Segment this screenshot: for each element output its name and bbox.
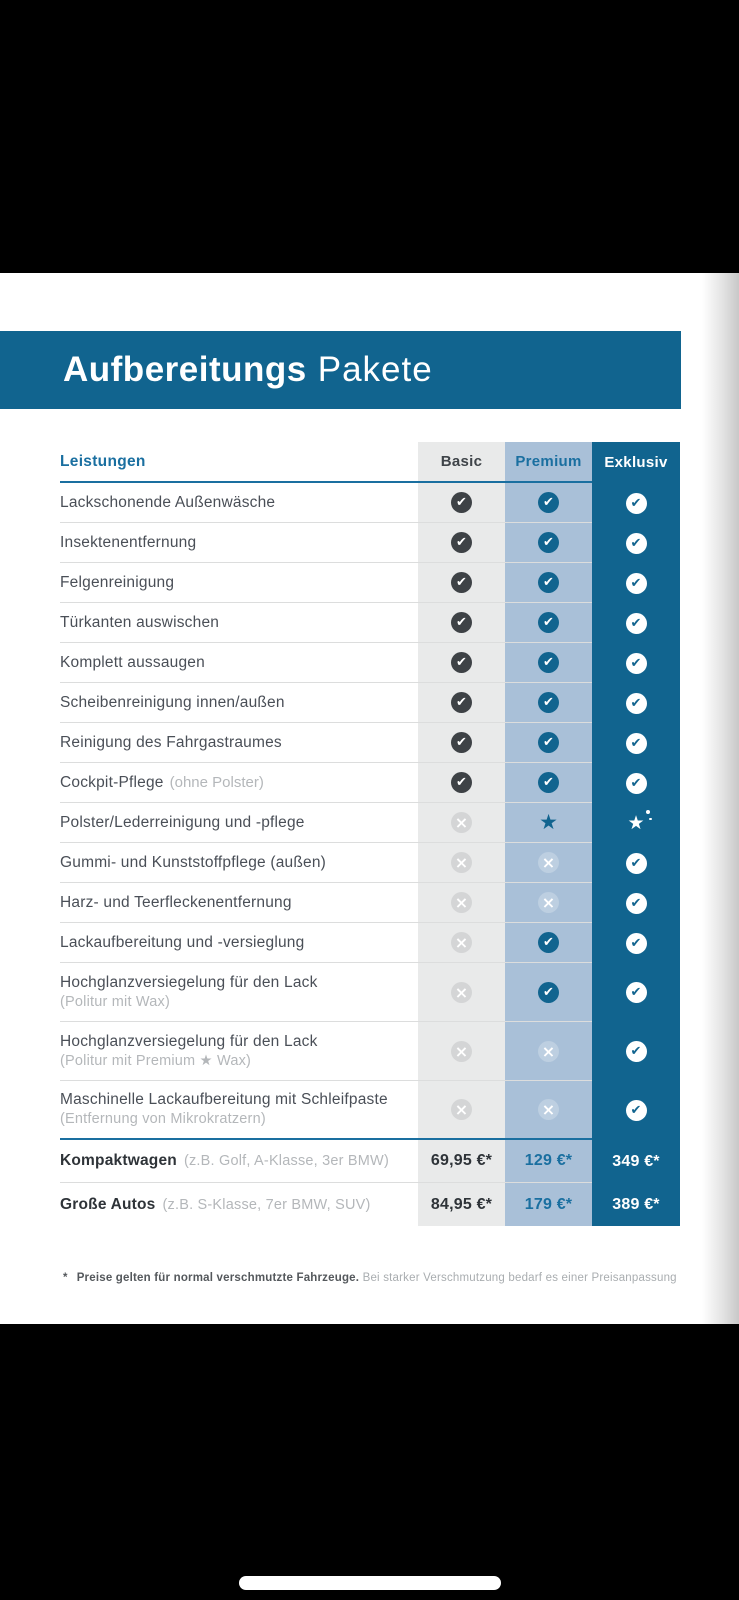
top-letterbox [0, 0, 739, 273]
premium-icon-cell [505, 1022, 592, 1081]
basic-icon-cell [418, 763, 505, 803]
check-icon: ✔ [626, 1100, 647, 1121]
basic-icon-cell [418, 483, 505, 523]
premium-icon-cell [505, 923, 592, 963]
feature-label: Reinigung des Fahrgastraumes [60, 733, 282, 751]
star-sparkle-icon: ★ [627, 813, 644, 834]
exklusiv-icon-cell [592, 723, 680, 763]
premium-price: 179 €* [505, 1183, 592, 1226]
feature-label: Hochglanzversiegelung für den Lack [60, 1032, 318, 1050]
table-row [60, 1022, 680, 1081]
basic-icon-cell [418, 803, 505, 843]
feature-label-cell [60, 563, 418, 603]
exklusiv-icon-cell [592, 523, 680, 563]
check-icon: ✔ [626, 613, 647, 634]
star-icon: ★ [539, 810, 558, 834]
feature-label-stack [60, 973, 318, 1012]
check-icon: ✔ [451, 532, 472, 553]
premium-icon-cell [505, 523, 592, 563]
exklusiv-icon-cell [592, 803, 680, 843]
feature-label-cell [60, 523, 418, 563]
check-icon: ✔ [538, 572, 559, 593]
check-icon: ✔ [538, 692, 559, 713]
basic-icon-cell [418, 523, 505, 563]
feature-label-stack [60, 1090, 388, 1129]
exklusiv-icon-cell [592, 883, 680, 923]
price-list-image [0, 273, 739, 1324]
premium-icon-cell [505, 603, 592, 643]
basic-icon-cell [418, 1022, 505, 1081]
check-icon: ✔ [626, 533, 647, 554]
table-row [60, 923, 680, 963]
premium-icon-cell [505, 763, 592, 803]
cross-icon: × [451, 982, 472, 1003]
feature-note: (Entfernung von Mikrokratzern) [60, 1111, 266, 1127]
basic-icon-cell [418, 883, 505, 923]
feature-label: Türkanten auswischen [60, 613, 220, 631]
table-row [60, 563, 680, 603]
exklusiv-icon-cell [592, 963, 680, 1022]
check-icon: ✔ [451, 732, 472, 753]
table-row [60, 683, 680, 723]
exklusiv-icon-cell [592, 643, 680, 683]
feature-rows [60, 483, 680, 1140]
price-row [60, 1183, 680, 1226]
feature-label: Gummi- und Kunststoffpflege (außen) [60, 853, 327, 871]
table-row [60, 803, 680, 843]
exklusiv-icon-cell [592, 683, 680, 723]
right-edge-shadow [702, 273, 739, 1324]
table-row [60, 1081, 680, 1140]
feature-note: (Politur mit Wax) [60, 993, 171, 1010]
cross-icon: × [451, 812, 472, 833]
basic-price: 69,95 €* [418, 1140, 505, 1183]
bottom-letterbox [0, 1324, 739, 1600]
check-icon: ✔ [451, 572, 472, 593]
basic-icon-cell [418, 563, 505, 603]
footnote-marker: * [63, 1272, 68, 1284]
exklusiv-price: 389 €* [592, 1183, 680, 1226]
feature-label: Harz- und Teerfleckenentfernung [60, 893, 292, 911]
check-icon: ✔ [626, 893, 647, 914]
check-icon: ✔ [626, 693, 647, 714]
table-row [60, 483, 680, 523]
page-title-bold: Aufbereitungs [63, 350, 307, 389]
check-icon: ✔ [626, 653, 647, 674]
premium-icon-cell [505, 683, 592, 723]
footnote-regular-text: Bei starker Verschmutzung bedarf es einer Preisanpassung [362, 1272, 677, 1284]
check-icon: ✔ [451, 492, 472, 513]
check-icon: ✔ [538, 732, 559, 753]
cross-icon: × [451, 892, 472, 913]
table-row [60, 763, 680, 803]
price-label-cell [60, 1140, 418, 1183]
cross-icon: × [451, 1099, 472, 1120]
exklusiv-icon-cell [592, 1081, 680, 1140]
table-row [60, 523, 680, 563]
feature-label-cell [60, 1022, 418, 1081]
cross-icon: × [538, 892, 559, 913]
premium-icon-cell [505, 723, 592, 763]
basic-icon-cell [418, 723, 505, 763]
check-icon: ✔ [626, 573, 647, 594]
check-icon: ✔ [538, 772, 559, 793]
basic-price: 84,95 €* [418, 1183, 505, 1226]
premium-icon-cell [505, 963, 592, 1022]
cross-icon: × [538, 852, 559, 873]
premium-icon-cell [505, 803, 592, 843]
feature-label-cell [60, 723, 418, 763]
features-header-label: Leistungen [60, 452, 146, 470]
feature-label: Lackschonende Außenwäsche [60, 493, 276, 511]
premium-icon-cell [505, 483, 592, 523]
exklusiv-icon-cell [592, 603, 680, 643]
check-icon: ✔ [626, 773, 647, 794]
feature-label: Maschinelle Lackaufbereitung mit Schleifpaste [60, 1091, 388, 1108]
premium-icon-cell [505, 883, 592, 923]
check-icon: ✔ [626, 933, 647, 954]
exklusiv-icon-cell [592, 563, 680, 603]
cross-icon: × [538, 1099, 559, 1120]
vehicle-class-examples: (z.B. S-Klasse, 7er BMW, SUV) [162, 1196, 371, 1213]
table-row [60, 643, 680, 683]
feature-label: Scheibenreinigung innen/außen [60, 693, 285, 711]
feature-label-cell [60, 683, 418, 723]
feature-label-cell [60, 483, 418, 523]
check-icon: ✔ [626, 982, 647, 1003]
check-icon: ✔ [626, 733, 647, 754]
feature-label: Insektenentfernung [60, 533, 197, 551]
page-title-light: Pakete [317, 350, 433, 389]
cross-icon: × [451, 1041, 472, 1062]
feature-label-cell [60, 1081, 418, 1140]
check-icon: ✔ [451, 612, 472, 633]
exklusiv-icon-cell [592, 923, 680, 963]
column-header-basic: Basic [418, 442, 505, 483]
exklusiv-icon-cell [592, 763, 680, 803]
check-icon: ✔ [538, 982, 559, 1003]
basic-icon-cell [418, 963, 505, 1022]
check-icon: ✔ [626, 853, 647, 874]
feature-label-cell [60, 603, 418, 643]
price-row [60, 1140, 680, 1183]
basic-icon-cell [418, 1081, 505, 1140]
check-icon: ✔ [451, 652, 472, 673]
table-row [60, 723, 680, 763]
feature-label: Lackaufbereitung und -versieglung [60, 933, 305, 951]
check-icon: ✔ [451, 692, 472, 713]
feature-note: (Politur mit Premium ★ Wax) [60, 1052, 252, 1069]
column-header-premium: Premium [505, 442, 592, 483]
vehicle-class-examples: (z.B. Golf, A-Klasse, 3er BMW) [183, 1153, 389, 1169]
feature-label: Cockpit-Pflege [60, 773, 164, 791]
exklusiv-icon-cell [592, 483, 680, 523]
feature-label-cell [60, 883, 418, 923]
price-rows [60, 1140, 680, 1226]
feature-label-cell [60, 963, 418, 1022]
feature-label-cell [60, 763, 418, 803]
basic-icon-cell [418, 923, 505, 963]
feature-label: Komplett aussaugen [60, 653, 205, 671]
table-row [60, 963, 680, 1022]
table-row [60, 883, 680, 923]
feature-label: Felgenreinigung [60, 573, 175, 591]
feature-label: Hochglanzversiegelung für den Lack [60, 973, 318, 991]
sparkle-dot [649, 818, 652, 821]
basic-icon-cell [418, 843, 505, 883]
check-icon: ✔ [626, 1041, 647, 1062]
table-header-row [60, 442, 680, 483]
feature-label-stack [60, 1032, 318, 1071]
check-icon: ✔ [538, 932, 559, 953]
check-icon: ✔ [538, 612, 559, 633]
sparkle-dot [646, 810, 650, 814]
feature-label-cell [60, 843, 418, 883]
features-header-cell [60, 442, 418, 483]
exklusiv-icon-cell [592, 1022, 680, 1081]
basic-icon-cell [418, 643, 505, 683]
feature-label-cell [60, 803, 418, 843]
cross-icon: × [451, 932, 472, 953]
cross-icon: × [538, 1041, 559, 1062]
check-icon: ✔ [538, 492, 559, 513]
vehicle-class-label: Kompaktwagen [60, 1152, 177, 1169]
vehicle-class-label: Große Autos [60, 1195, 156, 1213]
home-indicator[interactable] [239, 1576, 501, 1590]
price-label-cell [60, 1183, 418, 1226]
pricing-table [60, 442, 680, 1226]
table-row [60, 843, 680, 883]
check-icon: ✔ [626, 493, 647, 514]
premium-icon-cell [505, 1081, 592, 1140]
footnote-bold-text: Preise gelten für normal verschmutzte Fahrzeuge. [76, 1272, 360, 1284]
table-row [60, 603, 680, 643]
footnote [63, 1272, 739, 1284]
feature-label: Polster/Lederreinigung und -pflege [60, 813, 305, 831]
premium-icon-cell [505, 643, 592, 683]
premium-price: 129 €* [505, 1140, 592, 1183]
check-icon: ✔ [538, 652, 559, 673]
feature-label-cell [60, 923, 418, 963]
basic-icon-cell [418, 603, 505, 643]
feature-label-cell [60, 643, 418, 683]
title-banner [0, 331, 681, 409]
basic-icon-cell [418, 683, 505, 723]
premium-icon-cell [505, 563, 592, 603]
exklusiv-icon-cell [592, 843, 680, 883]
check-icon: ✔ [538, 532, 559, 553]
column-header-exklusiv: Exklusiv [592, 442, 680, 483]
premium-icon-cell [505, 843, 592, 883]
check-icon: ✔ [451, 772, 472, 793]
exklusiv-price: 349 €* [592, 1140, 680, 1183]
feature-note: (ohne Polster) [169, 774, 264, 791]
cross-icon: × [451, 852, 472, 873]
